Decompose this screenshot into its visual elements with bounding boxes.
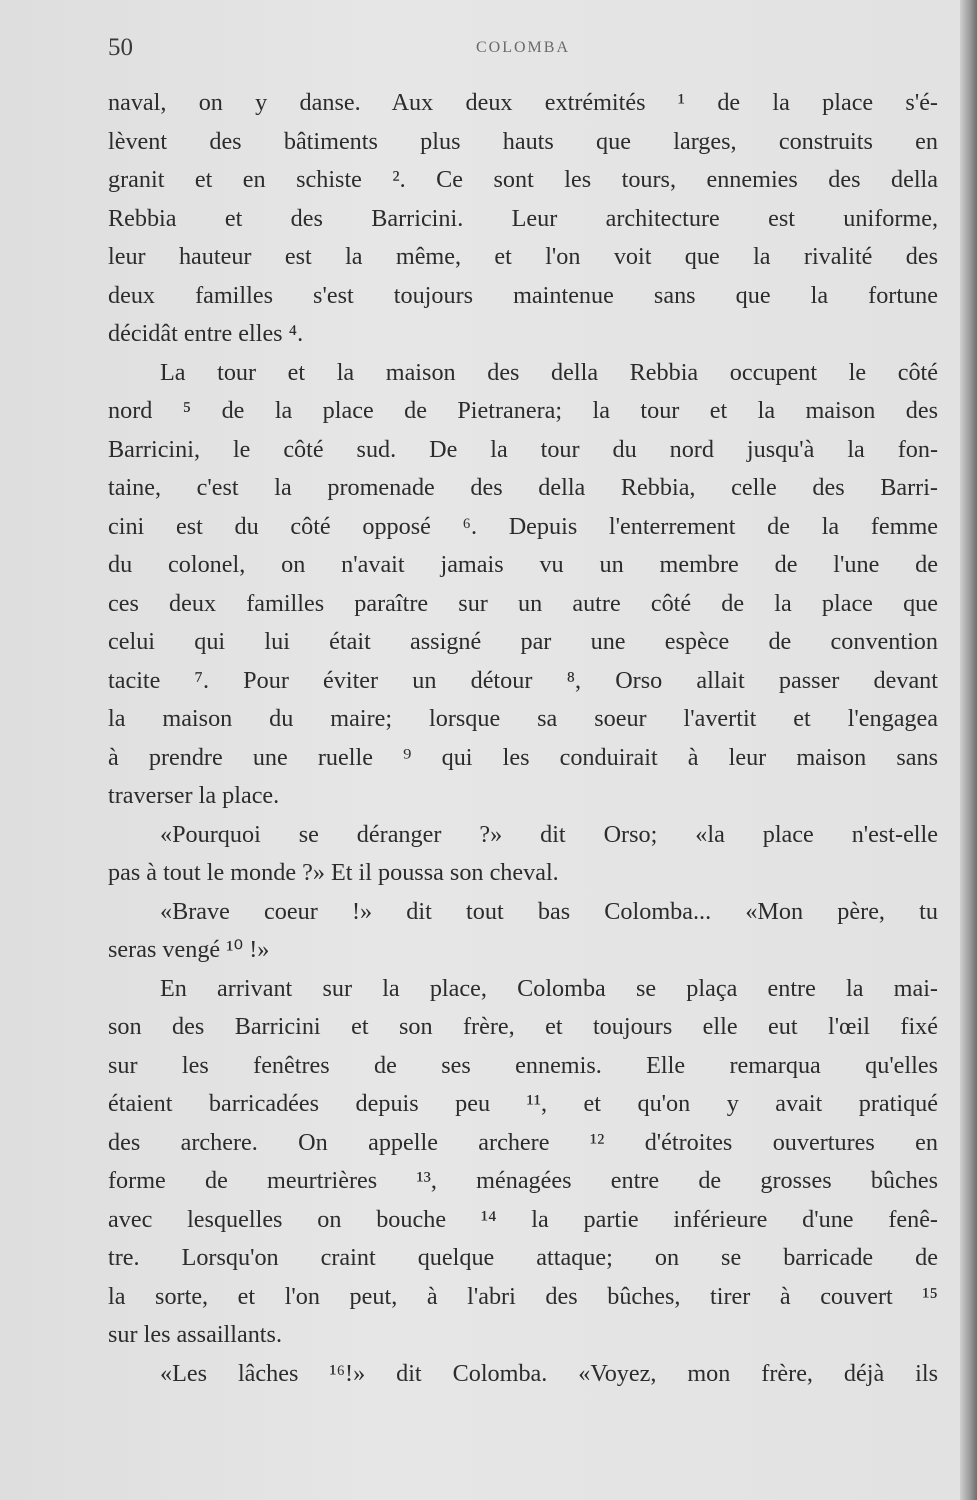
text-line: «Brave coeur !» dit tout bas Colomba... «Mon père, tu — [160, 897, 938, 925]
text-line: celui qui lui était assigné par une espèce de convention — [108, 628, 938, 655]
text-line: seras vengé ¹⁰ !» — [108, 936, 270, 963]
text-line: pas à tout le monde ?» Et il poussa son cheval. — [108, 859, 559, 886]
text-line: deux familles s'est toujours maintenue sans que la fortune — [108, 281, 938, 309]
body-text — [108, 84, 938, 1393]
text-line: naval, on y danse. Aux deux extrémités ¹ de la place s'é- — [108, 89, 938, 116]
text-line: En arrivant sur la place, Colomba se plaça entre la mai- — [160, 974, 938, 1002]
text-line: traverser la place. — [108, 782, 280, 809]
text-line: cini est du côté opposé ⁶. Depuis l'enterrement de la femme — [108, 512, 938, 540]
text-line: taine, c'est la promenade des della Rebbia, celle des Barri- — [108, 474, 938, 501]
text-line: à prendre une ruelle ⁹ qui les conduirait à leur maison sans — [108, 743, 938, 771]
text-line: son des Barricini et son frère, et toujours elle eut l'œil fixé — [108, 1013, 938, 1040]
text-line: décidât entre elles ⁴. — [108, 320, 304, 347]
running-title: COLOMBA — [475, 39, 570, 56]
text-line: des archere. On appelle archere ¹² d'étroites ouvertures en — [108, 1128, 938, 1156]
text-line: avec lesquelles on bouche ¹⁴ la partie inférieure d'une fenê- — [108, 1205, 938, 1233]
text-line: «Les lâches ¹⁶!» dit Colomba. «Voyez, mon frère, déjà ils — [160, 1359, 938, 1387]
book-spine-edge — [960, 0, 977, 1500]
text-line: leur hauteur est la même, et l'on voit que la rivalité des — [108, 243, 938, 270]
text-line: La tour et la maison des della Rebbia occupent le côté — [160, 358, 938, 386]
text-line: tre. Lorsqu'on craint quelque attaque; on se barricade de — [108, 1244, 938, 1271]
text-line: forme de meurtrières ¹³, ménagées entre de grosses bûches — [108, 1167, 938, 1194]
text-line: «Pourquoi se déranger ?» dit Orso; «la place n'est-elle — [160, 820, 938, 848]
text-line: Barricini, le côté sud. De la tour du nord jusqu'à la fon- — [108, 435, 938, 463]
text-line: tacite ⁷. Pour éviter un détour ⁸, Orso allait passer devant — [108, 666, 938, 694]
text-line: la sorte, et l'on peut, à l'abri des bûches, tirer à couvert ¹⁵ — [108, 1282, 938, 1310]
text-line: granit et en schiste ². Ce sont les tours, ennemies des della — [108, 166, 938, 193]
text-line: du colonel, on n'avait jamais vu un membre de l'une de — [108, 551, 938, 578]
text-line: étaient barricadées depuis peu ¹¹, et qu'on y avait pratiqué — [108, 1090, 938, 1117]
text-line: sur les fenêtres de ses ennemis. Elle remarqua qu'elles — [108, 1051, 938, 1079]
page-number: 50 — [108, 34, 133, 61]
page-header — [108, 34, 938, 64]
text-line: la maison du maire; lorsque sa soeur l'avertit et l'engagea — [108, 705, 938, 732]
text-line: Rebbia et des Barricini. Leur architecture est uniforme, — [108, 204, 938, 232]
text-line: lèvent des bâtiments plus hauts que larges, construits en — [108, 127, 938, 155]
text-line: nord ⁵ de la place de Pietranera; la tour et la maison des — [108, 397, 938, 424]
text-line: sur les assaillants. — [108, 1321, 282, 1348]
text-line: ces deux familles paraître sur un autre côté de la place que — [108, 589, 938, 617]
